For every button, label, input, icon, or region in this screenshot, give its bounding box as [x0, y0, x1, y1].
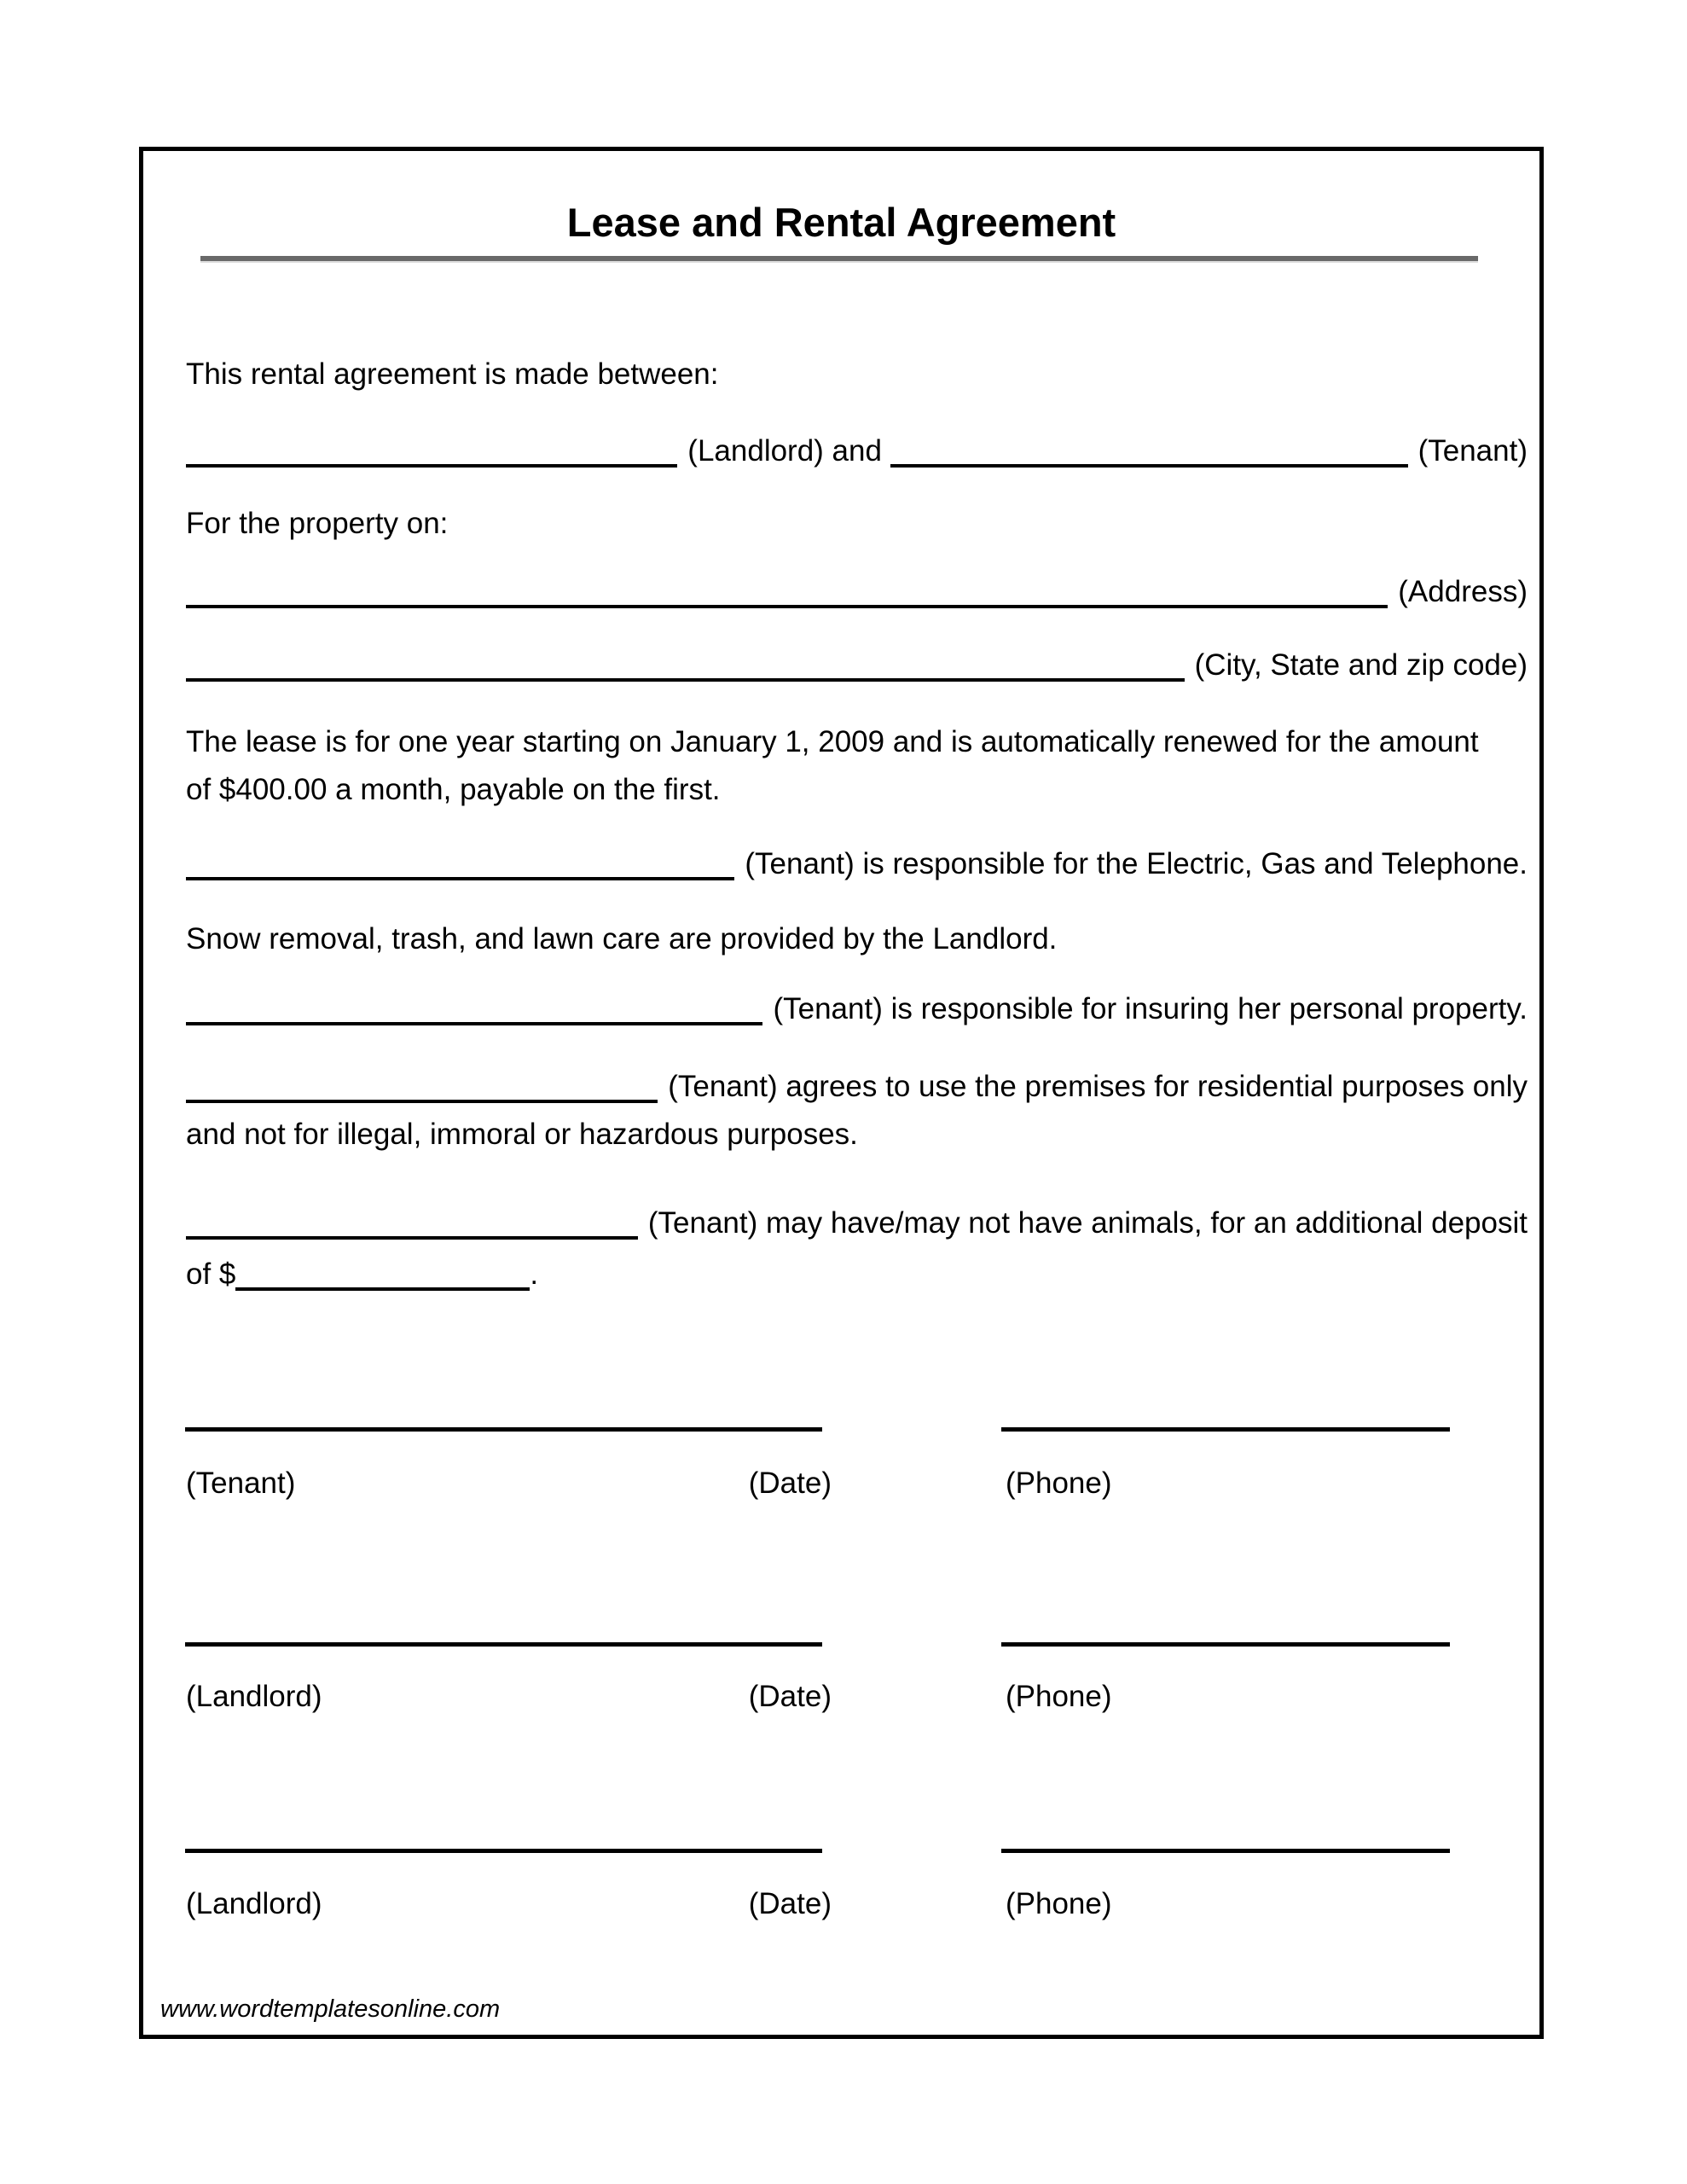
animals-block [186, 1198, 1528, 1300]
landlord2-phone-label: (Phone) [1006, 1887, 1112, 1920]
landlord1-phone-line[interactable] [1001, 1642, 1450, 1647]
utilities-tenant-blank[interactable] [186, 872, 734, 880]
landlord1-phone-label: (Phone) [1006, 1680, 1112, 1713]
tenant-signature-line[interactable] [185, 1427, 822, 1432]
tenant-name-blank[interactable] [890, 459, 1408, 468]
landlord-name-blank[interactable] [186, 459, 677, 468]
deposit-prefix: of $ [186, 1258, 236, 1291]
address-row [186, 574, 1528, 610]
premises-tenant-blank[interactable] [186, 1095, 658, 1103]
utilities-label: (Tenant) is responsible for the Electric, Gas and Telephone. [745, 847, 1528, 880]
intro-made-between: This rental agreement is made between: [186, 357, 719, 391]
footer-url: www.wordtemplatesonline.com [160, 1995, 501, 2023]
premises-row [186, 1063, 1528, 1111]
page-title: Lease and Rental Agreement [566, 200, 1116, 245]
tenant-label: (Tenant) [1417, 434, 1528, 468]
premises-label: (Tenant) agrees to use the premises for residential purposes only [668, 1070, 1528, 1103]
premises-line-2: and not for illegal, immoral or hazardous purposes. [186, 1118, 858, 1151]
landlord2-signature-line[interactable] [185, 1849, 822, 1853]
landlord-label: (Landlord) and [687, 434, 882, 468]
parties-row [186, 433, 1528, 469]
city-state-zip-blank[interactable] [186, 673, 1185, 682]
document-page [139, 147, 1544, 2039]
lease-term-paragraph [186, 718, 1528, 814]
landlord1-signature-line[interactable] [185, 1642, 822, 1647]
deposit-amount-blank[interactable] [235, 1282, 530, 1291]
landlord2-date-label: (Date) [748, 1887, 832, 1920]
animals-row [186, 1198, 1528, 1249]
city-state-zip-label: (City, State and zip code) [1194, 648, 1528, 682]
utilities-row [186, 846, 1528, 882]
premises-use-block [186, 1063, 1528, 1159]
landlord1-party-label: (Landlord) [186, 1680, 322, 1713]
landlord2-phone-line[interactable] [1001, 1849, 1450, 1853]
insurance-row [186, 991, 1528, 1027]
property-on-line: For the property on: [186, 507, 449, 540]
landlord2-party-label: (Landlord) [186, 1887, 322, 1920]
insurance-tenant-blank[interactable] [186, 1017, 762, 1025]
deposit-suffix: . [530, 1258, 539, 1291]
tenant-party-label: (Tenant) [186, 1467, 296, 1500]
city-state-zip-row [186, 648, 1528, 683]
lease-term-line-2: of $400.00 a month, payable on the first. [186, 773, 721, 806]
animals-label: (Tenant) may have/may not have animals, for an additional deposit [647, 1206, 1528, 1240]
deposit-row [186, 1249, 1528, 1300]
tenant-phone-label: (Phone) [1006, 1467, 1112, 1500]
tenant-phone-line[interactable] [1001, 1427, 1450, 1432]
title-divider [200, 256, 1478, 263]
address-blank[interactable] [186, 600, 1388, 608]
address-label: (Address) [1398, 575, 1528, 608]
tenant-date-label: (Date) [748, 1467, 832, 1500]
landlord1-date-label: (Date) [748, 1680, 832, 1713]
snow-removal-line: Snow removal, trash, and lawn care are provided by the Landlord. [186, 922, 1058, 956]
insurance-label: (Tenant) is responsible for insuring her personal property. [773, 992, 1528, 1025]
lease-term-line-1: The lease is for one year starting on January 1, 2009 and is automatically renewed for the amount [186, 725, 1479, 758]
animals-tenant-blank[interactable] [186, 1231, 638, 1240]
